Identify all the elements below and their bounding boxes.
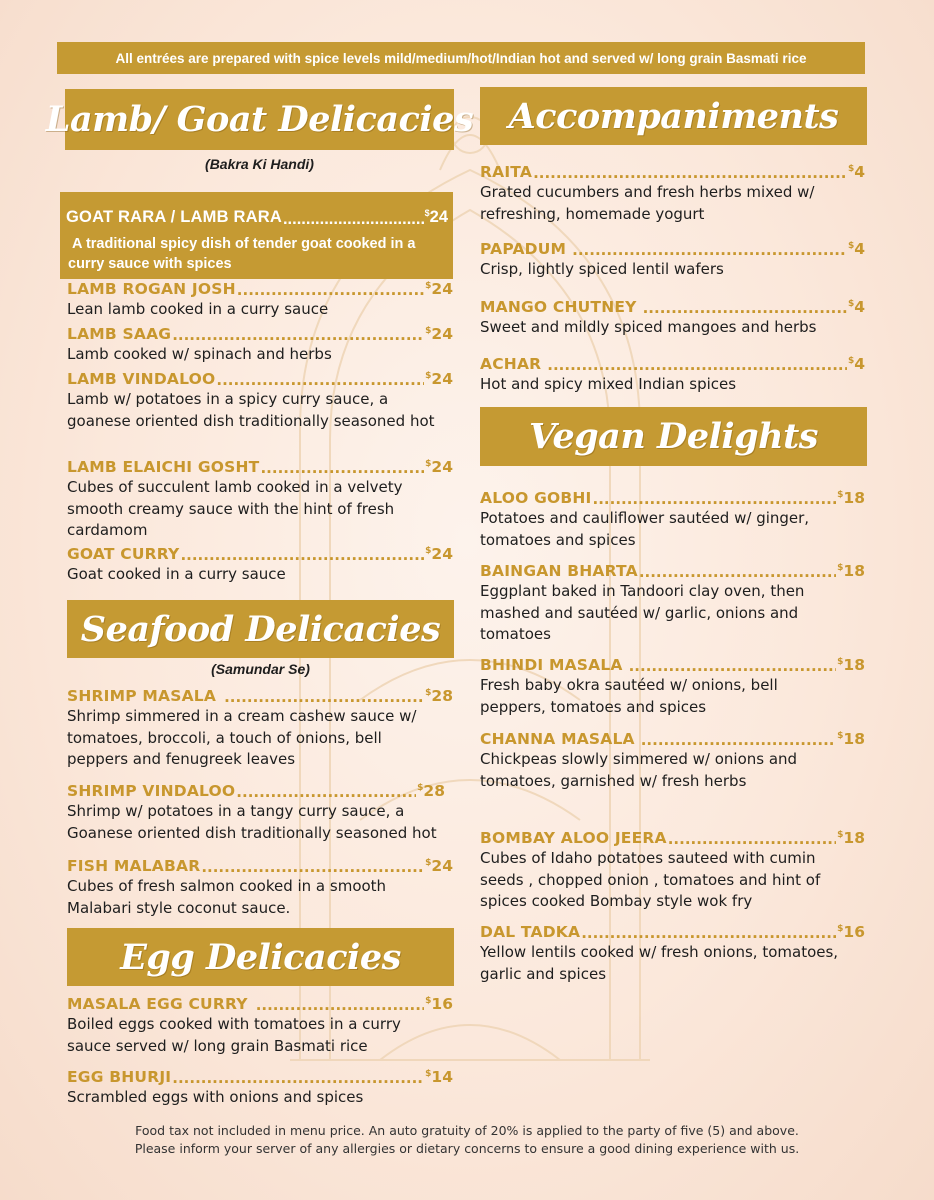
vegan-section-title: Vegan Delights	[480, 407, 867, 466]
item-name: GOAT CURRY	[67, 545, 180, 563]
item-name: CHANNA MASALA	[480, 730, 635, 748]
leader-dots	[216, 373, 424, 388]
menu-item-channa-masala	[480, 730, 865, 792]
leader-dots	[547, 358, 847, 373]
item-description: Fresh baby okra sautéed w/ onions, bell peppers, tomatoes and spices	[480, 676, 778, 716]
currency-symbol: $	[837, 563, 844, 573]
item-name: LAMB ROGAN JOSH	[67, 280, 236, 298]
currency-symbol: $	[837, 490, 844, 500]
currency-symbol: $	[425, 326, 432, 336]
footer-tax-note: Food tax not included in menu price. An auto gratuity of 20% is applied to the party of five (5) and above.	[135, 1123, 799, 1138]
currency-symbol: $	[847, 241, 855, 251]
leader-dots	[260, 461, 424, 476]
menu-item-achar	[480, 355, 865, 396]
price-value: 18	[843, 730, 865, 748]
currency-symbol: $	[425, 281, 432, 291]
item-description: Cubes of succulent lamb cooked in a velvety smooth creamy sauce with the hint of fresh cardamom	[67, 478, 403, 539]
item-description: Lamb cooked w/ spinach and herbs	[67, 345, 332, 363]
price-value: 24	[431, 280, 453, 298]
currency-symbol: $	[425, 459, 432, 469]
item-name: FISH MALABAR	[67, 857, 201, 875]
price-value: 4	[854, 298, 865, 316]
currency-symbol: $	[837, 657, 844, 667]
item-description: Eggplant baked in Tandoori clay oven, then mashed and sautéed w/ garlic, onions and tomatoes	[480, 582, 805, 643]
menu-item-shrimp-vindaloo	[67, 782, 445, 844]
item-price	[417, 782, 445, 800]
item-price	[848, 240, 865, 258]
menu-item-egg-bhurji	[67, 1068, 453, 1109]
leader-dots	[668, 832, 836, 847]
item-name: DAL TADKA	[480, 923, 581, 941]
price-value: 24	[431, 857, 453, 875]
item-description: Lamb w/ potatoes in a spicy curry sauce, a goanese oriented dish traditionally seasoned hot	[67, 390, 435, 430]
price-value: 24	[431, 370, 453, 388]
item-name: BOMBAY ALOO JEERA	[480, 829, 667, 847]
leader-dots	[581, 926, 836, 941]
menu-item-lamb-vindaloo	[67, 370, 453, 432]
menu-item-lamb-rogan-josh	[67, 280, 453, 321]
item-name: ACHAR	[480, 355, 542, 373]
item-description: Hot and spicy mixed Indian spices	[480, 375, 737, 393]
price-value: 18	[843, 562, 865, 580]
item-name: PAPADUM	[480, 240, 567, 258]
featured-item-goat-rara	[60, 192, 453, 279]
menu-item-papadum	[480, 240, 865, 281]
leader-dots	[224, 690, 424, 705]
menu-item-raita	[480, 163, 865, 225]
menu-item-bhindi-masala	[480, 656, 865, 718]
item-description: Cubes of fresh salmon cooked in a smooth Malabari style coconut sauce.	[67, 877, 387, 917]
currency-symbol: $	[425, 858, 432, 868]
leader-dots	[643, 301, 847, 316]
item-name: BHINDI MASALA	[480, 656, 623, 674]
menu-item-fish-malabar	[67, 857, 453, 919]
item-name: MASALA EGG CURRY	[67, 995, 248, 1013]
menu-item-lamb-elaichi-gosht	[67, 458, 453, 542]
seafood-section-subtitle: (Samundar Se)	[211, 661, 310, 677]
item-price	[425, 995, 453, 1013]
item-name: GOAT RARA / LAMB RARA	[66, 208, 282, 226]
currency-symbol: $	[417, 783, 424, 793]
currency-symbol: $	[847, 356, 855, 366]
item-description: Boiled eggs cooked with tomatoes in a curry sauce served w/ long grain Basmati rice	[67, 1015, 401, 1055]
item-description: A traditional spicy dish of tender goat cooked in a curry sauce with spices	[68, 236, 416, 272]
item-name: BAINGAN BHARTA	[480, 562, 638, 580]
leader-dots	[256, 998, 424, 1013]
footer-notes	[0, 1122, 934, 1158]
item-description: Crisp, lightly spiced lentil wafers	[480, 260, 724, 278]
leader-dots	[572, 243, 847, 258]
item-name: SHRIMP MASALA	[67, 687, 217, 705]
item-price	[848, 298, 865, 316]
item-description: Shrimp simmered in a cream cashew sauce w/ tomatoes, broccoli, a touch of onions, bell peppers and fenugreek leaves	[67, 707, 417, 768]
item-description: Yellow lentils cooked w/ fresh onions, tomatoes, garlic and spices	[480, 943, 839, 983]
menu-item-masala-egg-curry	[67, 995, 453, 1057]
currency-symbol: $	[425, 371, 432, 381]
item-price	[848, 355, 865, 373]
footer-allergy-note: Please inform your server of any allergies or dietary concerns to ensure a good dining experience with us.	[134, 1141, 800, 1156]
leader-dots	[172, 1071, 424, 1086]
accompaniments-section-title: Accompaniments	[480, 87, 867, 145]
item-price	[837, 656, 865, 674]
egg-section-title: Egg Delicacies	[67, 928, 454, 986]
price-value: 24	[431, 545, 453, 563]
leader-dots	[172, 328, 424, 343]
currency-symbol: $	[424, 208, 430, 218]
item-price	[425, 325, 453, 343]
spice-level-banner: All entrées are prepared with spice levels mild/medium/hot/Indian hot and served w/ long grain Basmati rice	[57, 42, 865, 74]
menu-item-lamb-saag	[67, 325, 453, 366]
item-price	[837, 489, 865, 507]
price-value: 24	[431, 325, 453, 343]
leader-dots	[236, 785, 416, 800]
price-value: 14	[431, 1068, 453, 1086]
price-value: 4	[854, 240, 865, 258]
currency-symbol: $	[425, 688, 432, 698]
leader-dots	[593, 492, 837, 507]
item-description: Goat cooked in a curry sauce	[67, 565, 286, 583]
item-description: Scrambled eggs with onions and spices	[67, 1088, 364, 1106]
currency-symbol: $	[425, 1069, 432, 1079]
price-value: 4	[854, 163, 865, 181]
currency-symbol: $	[425, 996, 432, 1006]
item-description: Potatoes and cauliflower sautéed w/ ginger, tomatoes and spices	[480, 509, 810, 549]
currency-symbol: $	[837, 830, 844, 840]
item-price	[425, 458, 453, 476]
menu-item-goat-curry	[67, 545, 453, 586]
item-name: EGG BHURJI	[67, 1068, 172, 1086]
currency-symbol: $	[837, 731, 844, 741]
item-name: RAITA	[480, 163, 533, 181]
price-value: 18	[843, 489, 865, 507]
item-description: Sweet and mildly spiced mangoes and herbs	[480, 318, 817, 336]
leader-dots	[237, 283, 424, 298]
item-description: Lean lamb cooked in a curry sauce	[67, 300, 329, 318]
currency-symbol: $	[425, 546, 432, 556]
item-price	[837, 829, 865, 847]
item-description: Chickpeas slowly simmered w/ onions and tomatoes, garnished w/ fresh herbs	[480, 750, 798, 790]
leader-dots	[641, 733, 836, 748]
leader-dots	[283, 211, 424, 228]
price-value: 24	[429, 208, 448, 226]
item-price	[425, 280, 453, 298]
item-price	[425, 370, 453, 388]
price-value: 18	[843, 829, 865, 847]
price-value: 4	[854, 355, 865, 373]
leader-dots	[639, 565, 836, 580]
menu-item-dal-tadka	[480, 923, 865, 985]
currency-symbol: $	[837, 924, 844, 934]
item-price	[425, 208, 448, 227]
item-price	[848, 163, 865, 181]
currency-symbol: $	[847, 164, 855, 174]
menu-item-baingan-bharta	[480, 562, 865, 646]
leader-dots	[533, 166, 847, 181]
leader-dots	[180, 548, 424, 563]
currency-symbol: $	[847, 299, 855, 309]
item-price	[425, 687, 453, 705]
price-value: 28	[431, 687, 453, 705]
lamb-goat-section-title: Lamb/ Goat Delicacies	[65, 89, 454, 150]
item-description: Cubes of Idaho potatoes sauteed with cumin seeds , chopped onion , tomatoes and hint of spices cooked Bombay style wok fry	[480, 849, 821, 910]
menu-item-bombay-aloo-jeera	[480, 829, 865, 913]
leader-dots	[629, 659, 837, 674]
item-price	[425, 857, 453, 875]
leader-dots	[201, 860, 424, 875]
lamb-section-subtitle: (Bakra Ki Handi)	[205, 156, 314, 172]
item-price	[837, 923, 865, 941]
seafood-section-title: Seafood Delicacies	[67, 600, 454, 658]
price-value: 16	[431, 995, 453, 1013]
item-description: Shrimp w/ potatoes in a tangy curry sauce, a Goanese oriented dish traditionally seasoned hot	[67, 802, 437, 842]
item-price	[837, 730, 865, 748]
item-name: MANGO CHUTNEY	[480, 298, 637, 316]
menu-item-shrimp-masala	[67, 687, 453, 771]
menu-item-aloo-gobhi	[480, 489, 865, 551]
price-value: 18	[843, 656, 865, 674]
item-price	[837, 562, 865, 580]
item-name: LAMB VINDALOO	[67, 370, 216, 388]
price-value: 28	[423, 782, 445, 800]
item-name: LAMB SAAG	[67, 325, 172, 343]
item-price	[425, 1068, 453, 1086]
price-value: 24	[431, 458, 453, 476]
item-name: ALOO GOBHI	[480, 489, 592, 507]
menu-item-mango-chutney	[480, 298, 865, 339]
item-name: SHRIMP VINDALOO	[67, 782, 236, 800]
item-description: Grated cucumbers and fresh herbs mixed w/ refreshing, homemade yogurt	[480, 183, 815, 223]
item-name: LAMB ELAICHI GOSHT	[67, 458, 260, 476]
item-price	[425, 545, 453, 563]
price-value: 16	[843, 923, 865, 941]
